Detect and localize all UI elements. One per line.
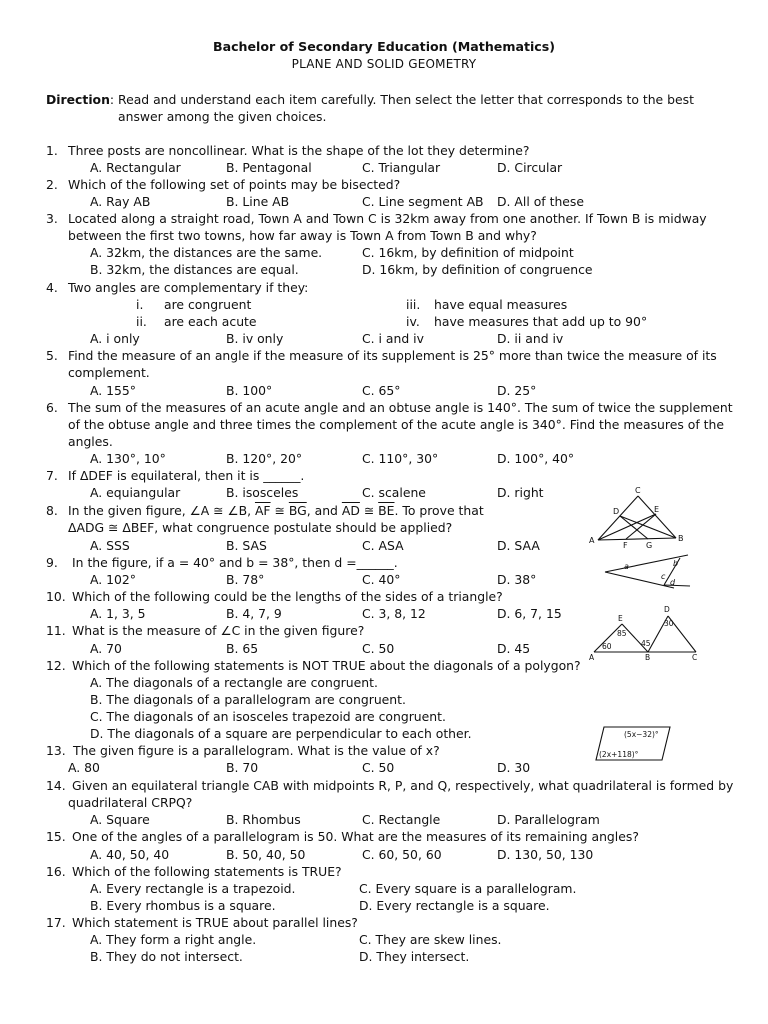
question-number: 1. bbox=[46, 143, 58, 158]
option-d: D. SAA bbox=[497, 538, 540, 553]
label-f: F bbox=[623, 541, 628, 550]
option-b: B. iv only bbox=[226, 331, 284, 346]
option-d: D. 130, 50, 130 bbox=[497, 847, 594, 862]
option-c: C. ASA bbox=[362, 538, 404, 553]
segment-bg: $\overline{BG}$ bbox=[288, 503, 307, 518]
question-number: 8. bbox=[46, 503, 58, 518]
question-number: 6. bbox=[46, 400, 58, 415]
document-subtitle: PLANE AND SOLID GEOMETRY bbox=[291, 57, 477, 71]
option-c: C. scalene bbox=[362, 485, 426, 500]
question-number: 3. bbox=[46, 211, 58, 226]
segment-cb bbox=[638, 496, 676, 538]
figure-triangles-angle-c bbox=[586, 604, 702, 662]
option-a: A. Every rectangle is a trapezoid. bbox=[90, 881, 296, 896]
figure-angles bbox=[602, 552, 702, 592]
option-c: C. 16km, by definition of midpoint bbox=[362, 245, 574, 260]
question-text: Given an equilateral triangle CAB with midpoints R, P, and Q, respectively, what quadrilateral is formed by bbox=[72, 778, 734, 793]
option-d: D. 6, 7, 15 bbox=[497, 606, 562, 621]
question-text: In the figure, if a = 40° and b = 38°, then d =______. bbox=[72, 555, 398, 570]
ray-extension bbox=[664, 585, 690, 586]
question-number: 16. bbox=[46, 864, 66, 879]
question-text: In the given figure, ∠A ≅ ∠B, $\overline{AF}$ ≅ $\overline{BG}$, and $\overline{AD}$ ≅ $\overline{BE}$. To prove that bbox=[68, 503, 484, 518]
option-b: B. Every rhombus is a square. bbox=[90, 898, 276, 913]
option-b: B. The diagonals of a parallelogram are congruent. bbox=[90, 692, 406, 707]
option-c: C. 110°, 30° bbox=[362, 451, 439, 466]
option-a: A. Square bbox=[90, 812, 150, 827]
item-text: have measures that add up to 90° bbox=[434, 314, 648, 329]
question-text: If ΔDEF is equilateral, then it is ______. bbox=[68, 468, 305, 483]
question-text-cont: complement. bbox=[68, 365, 150, 380]
label-angle-30: 30 bbox=[664, 619, 674, 628]
option-b: B. 70 bbox=[226, 760, 259, 775]
option-d: D. 25° bbox=[497, 383, 537, 398]
option-c: C. The diagonals of an isosceles trapezoid are congruent. bbox=[90, 709, 446, 724]
option-d: D. 38° bbox=[497, 572, 537, 587]
option-d: D. Every rectangle is a square. bbox=[359, 898, 550, 913]
option-c: C. 65° bbox=[362, 383, 401, 398]
option-a: A. Rectangular bbox=[90, 160, 181, 175]
item-numeral: ii. bbox=[136, 314, 147, 329]
option-b: B. Rhombus bbox=[226, 812, 301, 827]
question-text-cont: angles. bbox=[68, 434, 113, 449]
option-a: A. i only bbox=[90, 331, 140, 346]
option-d: D. Parallelogram bbox=[497, 812, 600, 827]
question-number: 17. bbox=[46, 915, 66, 930]
question-number: 7. bbox=[46, 468, 58, 483]
question-number: 10. bbox=[46, 589, 66, 604]
question-text: Two angles are complementary if they: bbox=[68, 280, 309, 295]
question-number: 13. bbox=[46, 743, 66, 758]
direction-block bbox=[46, 91, 726, 125]
option-b: B. 78° bbox=[226, 572, 265, 587]
question-text: Which of the following statements is NOT TRUE about the diagonals of a polygon? bbox=[72, 658, 581, 673]
direction-text-cont: answer among the given choices. bbox=[118, 109, 327, 124]
option-a: A. They form a right angle. bbox=[90, 932, 257, 947]
option-a: A. equiangular bbox=[90, 485, 181, 500]
option-c: C. 60, 50, 60 bbox=[362, 847, 442, 862]
option-d: D. 100°, 40° bbox=[497, 451, 575, 466]
option-c: C. Every square is a parallelogram. bbox=[359, 881, 577, 896]
option-d: D. 45 bbox=[497, 641, 531, 656]
segment-be: $\overline{BE}$ bbox=[378, 503, 395, 518]
figure-parallelogram bbox=[592, 724, 674, 764]
option-b: B. They do not intersect. bbox=[90, 949, 243, 964]
question-text: Find the measure of an angle if the measure of its supplement is 25° more than twice the measure of its bbox=[68, 348, 717, 363]
option-a: A. 40, 50, 40 bbox=[90, 847, 170, 862]
option-a: A. 70 bbox=[90, 641, 122, 656]
option-b: B. 4, 7, 9 bbox=[226, 606, 282, 621]
question-number: 2. bbox=[46, 177, 58, 192]
label-g: G bbox=[646, 541, 653, 550]
label-angle-c: c bbox=[661, 572, 666, 581]
question-text-cont: between the first two towns, how far away is Town A from Town B and why? bbox=[68, 228, 537, 243]
label-e: E bbox=[654, 505, 660, 514]
option-c: C. 40° bbox=[362, 572, 401, 587]
label-d: D bbox=[664, 605, 670, 614]
option-a: A. 155° bbox=[90, 383, 136, 398]
option-b: B. 100° bbox=[226, 383, 273, 398]
question-text: What is the measure of ∠C in the given figure? bbox=[72, 623, 365, 638]
question-number: 5. bbox=[46, 348, 58, 363]
option-d: D. ii and iv bbox=[497, 331, 564, 346]
question-text: Which of the following could be the lengths of the sides of a triangle? bbox=[72, 589, 503, 604]
option-a: A. 130°, 10° bbox=[90, 451, 166, 466]
item-numeral: iv. bbox=[406, 314, 420, 329]
option-b: B. 120°, 20° bbox=[226, 451, 303, 466]
label-angle-bottom: (2x+118)° bbox=[599, 750, 639, 759]
option-b: B. Line AB bbox=[226, 194, 290, 209]
label-e: E bbox=[618, 614, 623, 623]
item-numeral: i. bbox=[136, 297, 144, 312]
question-text: Which statement is TRUE about parallel lines? bbox=[72, 915, 358, 930]
direction-text: : Read and understand each item carefully. Then select the letter that corresponds to the best bbox=[109, 92, 694, 107]
label-d: D bbox=[613, 507, 620, 516]
document-title: Bachelor of Secondary Education (Mathematics) bbox=[212, 39, 556, 54]
item-numeral: iii. bbox=[406, 297, 421, 312]
label-angle-85: 85 bbox=[617, 629, 627, 638]
question-number: 9. bbox=[46, 555, 58, 570]
option-b: B. SAS bbox=[226, 538, 267, 553]
segment-ef bbox=[626, 514, 656, 539]
option-b: B. isosceles bbox=[226, 485, 299, 500]
label-b: B bbox=[645, 653, 651, 662]
option-c: C. 50 bbox=[362, 760, 395, 775]
label-c: C bbox=[635, 486, 641, 495]
option-a: A. 80 bbox=[68, 760, 100, 775]
question-text: The given figure is a parallelogram. What is the value of x? bbox=[73, 743, 440, 758]
option-d: D. Circular bbox=[497, 160, 563, 175]
option-c: C. 50 bbox=[362, 641, 395, 656]
item-text: are congruent bbox=[164, 297, 252, 312]
item-text: are each acute bbox=[164, 314, 257, 329]
option-a: A. 1, 3, 5 bbox=[90, 606, 146, 621]
option-a: A. The diagonals of a rectangle are congruent. bbox=[90, 675, 378, 690]
option-b: B. 65 bbox=[226, 641, 259, 656]
label-angle-45: 45 bbox=[641, 639, 651, 648]
label-angle-60: 60 bbox=[602, 642, 612, 651]
option-d: D. right bbox=[497, 485, 544, 500]
question-number: 11. bbox=[46, 623, 66, 638]
label-angle-top: (5x−32)° bbox=[624, 730, 659, 739]
label-angle-d: d bbox=[670, 578, 676, 587]
option-c: C. Line segment AB bbox=[362, 194, 484, 209]
figure-triangle-adg-bef bbox=[586, 484, 690, 550]
question-text-cont: of the obtuse angle and three times the complement of the acute angle is 340°. Find the measures of the bbox=[68, 417, 724, 432]
option-a: A. Ray AB bbox=[90, 194, 151, 209]
label-angle-b: b bbox=[673, 559, 679, 568]
item-text: have equal measures bbox=[434, 297, 568, 312]
option-b: B. 50, 40, 50 bbox=[226, 847, 306, 862]
question-number: 14. bbox=[46, 778, 66, 793]
label-b: B bbox=[678, 534, 684, 543]
option-b: B. 32km, the distances are equal. bbox=[90, 262, 299, 277]
option-d: D. All of these bbox=[497, 194, 585, 209]
option-a: A. SSS bbox=[90, 538, 130, 553]
direction-label: Direction bbox=[46, 92, 110, 107]
question-text: Which of the following set of points may be bisected? bbox=[68, 177, 401, 192]
option-c: C. They are skew lines. bbox=[359, 932, 502, 947]
option-b: B. Pentagonal bbox=[226, 160, 312, 175]
option-c: C. Rectangle bbox=[362, 812, 441, 827]
question-number: 4. bbox=[46, 280, 58, 295]
question-text-cont: ΔADG ≅ ΔBEF, what congruence postulate should be applied? bbox=[68, 520, 453, 535]
label-a: A bbox=[589, 653, 595, 662]
option-a: A. 32km, the distances are the same. bbox=[90, 245, 323, 260]
segment-af: $\overline{AF}$ bbox=[254, 503, 271, 518]
label-angle-a: a bbox=[624, 562, 629, 571]
segment-ab bbox=[598, 538, 676, 540]
option-d: D. They intersect. bbox=[359, 949, 470, 964]
question-text: The sum of the measures of an acute angle and an obtuse angle is 140°. The sum of twice the supplement bbox=[68, 400, 733, 415]
option-d: D. 30 bbox=[497, 760, 531, 775]
option-c: C. 3, 8, 12 bbox=[362, 606, 426, 621]
option-d: D. 16km, by definition of congruence bbox=[362, 262, 593, 277]
option-c: C. i and iv bbox=[362, 331, 424, 346]
question-text-cont: quadrilateral CRPQ? bbox=[68, 795, 193, 810]
option-a: A. 102° bbox=[90, 572, 136, 587]
segment-bd bbox=[620, 516, 676, 538]
question-number: 15. bbox=[46, 829, 66, 844]
question-text: Located along a straight road, Town A and Town C is 32km away from one another. If Town B is midway bbox=[68, 211, 707, 226]
option-c: C. Triangular bbox=[362, 160, 441, 175]
label-c: C bbox=[692, 653, 698, 662]
label-a: A bbox=[589, 536, 595, 545]
option-d: D. The diagonals of a square are perpendicular to each other. bbox=[90, 726, 472, 741]
question-text: One of the angles of a parallelogram is 50. What are the measures of its remaining angles? bbox=[72, 829, 639, 844]
question-text: Three posts are noncollinear. What is the shape of the lot they determine? bbox=[68, 143, 530, 158]
question-text: Which of the following statements is TRUE? bbox=[72, 864, 342, 879]
question-number: 12. bbox=[46, 658, 66, 673]
segment-ad: $\overline{AD}$ bbox=[341, 503, 360, 518]
